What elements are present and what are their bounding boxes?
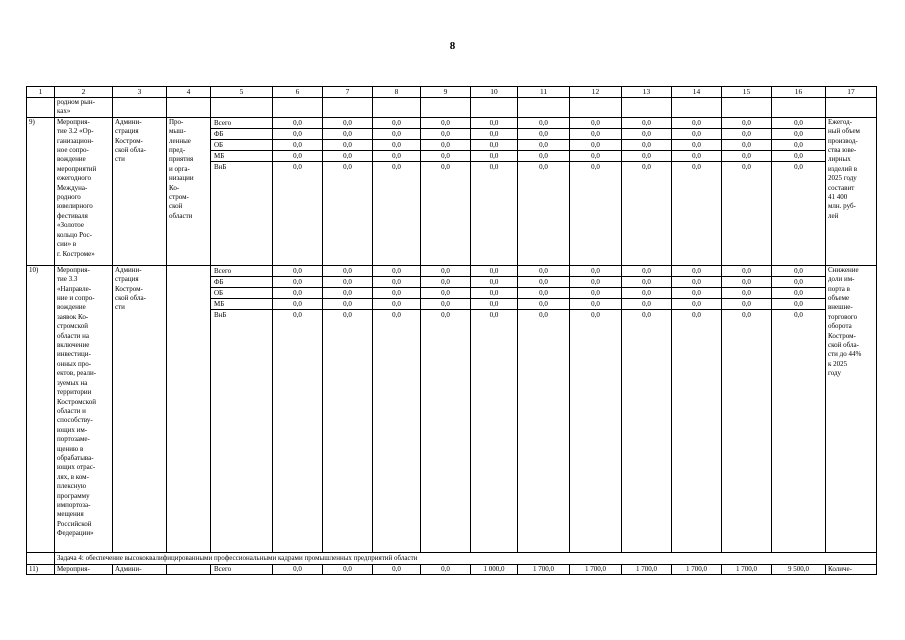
funding-values-cell bbox=[772, 265, 826, 552]
funding-value: 0,0 bbox=[794, 162, 803, 171]
continuation-empty-cell bbox=[211, 98, 273, 118]
funding-value: 0,0 bbox=[570, 118, 621, 129]
measure-number: 10) bbox=[27, 265, 55, 552]
task-title: Задача 4: обеспечение высококвалифицированными профессиональными кадрами промышленных предприятий области bbox=[55, 552, 877, 564]
funding-value: 0,0 bbox=[518, 140, 569, 151]
funding-value: 0,0 bbox=[672, 151, 721, 162]
continuation-empty-cell bbox=[323, 98, 373, 118]
measure-partner: Про- мыш- ленные пред- приятия и орга- низации Ко- стром- ской области bbox=[167, 117, 211, 265]
measure-number: 9) bbox=[27, 117, 55, 265]
funding-value: 0,0 bbox=[293, 162, 302, 171]
funding-value: 0,0 bbox=[622, 118, 671, 129]
column-number-14: 14 bbox=[672, 87, 722, 98]
funding-value: 0,0 bbox=[471, 266, 517, 277]
funding-value: 0,0 bbox=[622, 299, 671, 310]
funding-value: 0,0 bbox=[421, 118, 470, 129]
funding-value: 0,0 bbox=[373, 299, 420, 310]
funding-value: 0,0 bbox=[441, 310, 450, 319]
column-number-16: 16 bbox=[772, 87, 826, 98]
measure-name: Мероприя- тие 3.2 «Ор- ганизацион- ное сопро- вождение мероприятий ежегодного Междуна- родного ювелирного фестиваля «Золотое кольцо Рос- сии» в г. Костроме» bbox=[55, 117, 113, 265]
funding-value: 0,0 bbox=[642, 162, 651, 171]
funding-value: 0,0 bbox=[622, 151, 671, 162]
measure-name: Мероприя- тие 3.3 «Направле- ние и сопро- вождение заявок Ко- стромской области на включение инвестици- онных про- ектов, реали- зуемых на территории Костромской области и способству- ющих им- портозаме- щению в обрабатыва- ющих отрас- лях, в ком- плексную программу импортоза- мещения Российской Федерации» bbox=[55, 265, 113, 552]
funding-value: 0,0 bbox=[722, 129, 771, 140]
funding-value: 0,0 bbox=[518, 151, 569, 162]
funding-value: 0,0 bbox=[373, 151, 420, 162]
column-number-11: 11 bbox=[518, 87, 570, 98]
funding-value: 0,0 bbox=[392, 162, 401, 171]
funding-value: 0,0 bbox=[692, 310, 701, 319]
column-number-9: 9 bbox=[421, 87, 471, 98]
funding-source-label: ВнБ bbox=[214, 162, 227, 171]
funding-value: 0,0 bbox=[421, 299, 470, 310]
funding-value: 1 700,0 bbox=[518, 564, 570, 574]
funding-value: 0,0 bbox=[518, 118, 569, 129]
column-number-17: 17 bbox=[826, 87, 877, 98]
funding-value: 0,0 bbox=[471, 151, 517, 162]
funding-value: 0,0 bbox=[518, 129, 569, 140]
program-activities-table bbox=[26, 86, 877, 575]
funding-value: 0,0 bbox=[373, 118, 420, 129]
funding-value: 0,0 bbox=[471, 288, 517, 299]
program-table-sheet bbox=[26, 86, 876, 575]
funding-value: 0,0 bbox=[722, 299, 771, 310]
funding-value: 0,0 bbox=[772, 140, 825, 151]
funding-source-label: Всего bbox=[211, 118, 272, 129]
funding-source-label: МБ bbox=[211, 151, 272, 162]
funding-value: 0,0 bbox=[570, 129, 621, 140]
funding-value: 0,0 bbox=[622, 140, 671, 151]
funding-value: 0,0 bbox=[323, 288, 372, 299]
measure-name: Мероприя- bbox=[55, 564, 113, 574]
funding-value: 0,0 bbox=[471, 277, 517, 288]
funding-value: 0,0 bbox=[570, 140, 621, 151]
continuation-empty-cell bbox=[373, 98, 421, 118]
task-row bbox=[27, 552, 877, 564]
measure-row-partial bbox=[27, 564, 877, 574]
funding-values-cell bbox=[672, 265, 722, 552]
column-number-6: 6 bbox=[273, 87, 323, 98]
funding-source-label: Всего bbox=[211, 564, 273, 574]
funding-value: 0,0 bbox=[772, 118, 825, 129]
funding-source-label: Всего bbox=[211, 266, 272, 277]
funding-value: 0,0 bbox=[489, 310, 499, 319]
funding-value: 0,0 bbox=[539, 162, 548, 171]
funding-values-cell bbox=[518, 265, 570, 552]
funding-values-cell bbox=[570, 265, 622, 552]
funding-values-cell bbox=[722, 265, 772, 552]
funding-value: 0,0 bbox=[722, 118, 771, 129]
funding-value: 0,0 bbox=[722, 266, 771, 277]
funding-value: 0,0 bbox=[273, 288, 322, 299]
funding-value: 0,0 bbox=[570, 288, 621, 299]
funding-value: 0,0 bbox=[421, 277, 470, 288]
funding-value: 0,0 bbox=[622, 277, 671, 288]
funding-value: 1 700,0 bbox=[622, 564, 672, 574]
funding-values-cell bbox=[622, 265, 672, 552]
funding-value: 0,0 bbox=[323, 151, 372, 162]
funding-value: 0,0 bbox=[672, 140, 721, 151]
funding-value: 0,0 bbox=[570, 299, 621, 310]
funding-value: 0,0 bbox=[273, 277, 322, 288]
funding-value: 0,0 bbox=[273, 266, 322, 277]
funding-values-cell bbox=[273, 265, 323, 552]
funding-value: 0,0 bbox=[539, 310, 548, 319]
continuation-empty-cell bbox=[518, 98, 570, 118]
continuation-empty-cell bbox=[471, 98, 518, 118]
funding-value: 1 000,0 bbox=[471, 564, 518, 574]
funding-value: 0,0 bbox=[622, 129, 671, 140]
column-number-7: 7 bbox=[323, 87, 373, 98]
task-num-cell bbox=[27, 552, 55, 564]
funding-value: 0,0 bbox=[441, 162, 450, 171]
funding-value: 0,0 bbox=[343, 310, 352, 319]
funding-value: 0,0 bbox=[273, 299, 322, 310]
measure-executor: Админи- страция Костром- ской обла- сти bbox=[113, 265, 167, 552]
funding-value: 0,0 bbox=[471, 118, 517, 129]
column-number-12: 12 bbox=[570, 87, 622, 98]
funding-value: 0,0 bbox=[323, 129, 372, 140]
funding-values-cell bbox=[471, 117, 518, 265]
funding-value: 0,0 bbox=[273, 118, 322, 129]
funding-value: 0,0 bbox=[421, 266, 470, 277]
table-header-row bbox=[27, 87, 877, 98]
continuation-row bbox=[27, 98, 877, 118]
funding-value: 0,0 bbox=[373, 564, 421, 574]
funding-value: 0,0 bbox=[421, 288, 470, 299]
funding-value: 0,0 bbox=[722, 140, 771, 151]
funding-value: 0,0 bbox=[392, 310, 401, 319]
funding-value: 0,0 bbox=[772, 151, 825, 162]
continuation-num-cell bbox=[27, 98, 55, 118]
funding-value: 0,0 bbox=[323, 266, 372, 277]
funding-value: 0,0 bbox=[373, 140, 420, 151]
funding-value: 0,0 bbox=[273, 151, 322, 162]
funding-value: 0,0 bbox=[672, 118, 721, 129]
column-number-10: 10 bbox=[471, 87, 518, 98]
column-number-13: 13 bbox=[622, 87, 672, 98]
funding-value: 0,0 bbox=[273, 140, 322, 151]
funding-values-cell bbox=[622, 117, 672, 265]
funding-value: 0,0 bbox=[794, 310, 803, 319]
funding-value: 0,0 bbox=[672, 277, 721, 288]
funding-value: 0,0 bbox=[570, 266, 621, 277]
funding-value: 0,0 bbox=[772, 277, 825, 288]
funding-value: 0,0 bbox=[471, 129, 517, 140]
measure-executor: Админи- страция Костром- ской обла- сти bbox=[113, 117, 167, 265]
funding-value: 1 700,0 bbox=[722, 564, 772, 574]
funding-value: 0,0 bbox=[672, 266, 721, 277]
funding-values-cell bbox=[471, 265, 518, 552]
funding-value: 0,0 bbox=[672, 129, 721, 140]
funding-value: 0,0 bbox=[570, 151, 621, 162]
funding-value: 0,0 bbox=[323, 299, 372, 310]
column-number-8: 8 bbox=[373, 87, 421, 98]
funding-value: 0,0 bbox=[722, 288, 771, 299]
funding-values-cell bbox=[323, 117, 373, 265]
funding-value: 0,0 bbox=[772, 288, 825, 299]
funding-source-label: ВнБ bbox=[214, 310, 227, 319]
funding-values-cell bbox=[421, 265, 471, 552]
funding-source-label: ОБ bbox=[211, 288, 272, 299]
funding-value: 0,0 bbox=[742, 310, 751, 319]
continuation-text: родном рын- ках» bbox=[55, 98, 113, 118]
funding-value: 1 700,0 bbox=[672, 564, 722, 574]
funding-values-cell bbox=[672, 117, 722, 265]
funding-values-cell bbox=[273, 117, 323, 265]
page-number: 8 bbox=[449, 40, 456, 52]
funding-value: 0,0 bbox=[273, 564, 323, 574]
funding-values-cell bbox=[518, 117, 570, 265]
continuation-empty-cell bbox=[622, 98, 672, 118]
continuation-empty-cell bbox=[772, 98, 826, 118]
measure-row bbox=[27, 265, 877, 552]
funding-value: 0,0 bbox=[722, 151, 771, 162]
funding-value: 0,0 bbox=[373, 288, 420, 299]
funding-value: 0,0 bbox=[373, 277, 420, 288]
funding-value: 0,0 bbox=[343, 162, 352, 171]
funding-value: 0,0 bbox=[570, 277, 621, 288]
funding-value: 0,0 bbox=[622, 266, 671, 277]
funding-value: 0,0 bbox=[672, 288, 721, 299]
funding-value: 0,0 bbox=[742, 162, 751, 171]
funding-sources-cell bbox=[211, 117, 273, 265]
column-number-4: 4 bbox=[167, 87, 211, 98]
funding-value: 0,0 bbox=[591, 310, 600, 319]
continuation-empty-cell bbox=[570, 98, 622, 118]
funding-value: 0,0 bbox=[421, 564, 471, 574]
expected-result: Снижение доли им- порта в объеме внешне- торгового оборота Костром- ской обла- сти до 44% к 2025 году bbox=[826, 265, 877, 552]
measure-executor: Админи- bbox=[113, 564, 167, 574]
continuation-empty-cell bbox=[672, 98, 722, 118]
funding-value: 0,0 bbox=[471, 299, 517, 310]
funding-value: 1 700,0 bbox=[570, 564, 622, 574]
column-number-3: 3 bbox=[113, 87, 167, 98]
funding-values-cell bbox=[421, 117, 471, 265]
funding-value: 0,0 bbox=[323, 118, 372, 129]
continuation-empty-cell bbox=[826, 98, 877, 118]
funding-value: 0,0 bbox=[373, 129, 420, 140]
funding-values-cell bbox=[373, 117, 421, 265]
column-number-5: 5 bbox=[211, 87, 273, 98]
funding-value: 0,0 bbox=[471, 140, 517, 151]
funding-value: 0,0 bbox=[489, 162, 499, 171]
funding-source-label: ОБ bbox=[211, 140, 272, 151]
funding-values-cell bbox=[373, 265, 421, 552]
funding-value: 0,0 bbox=[323, 277, 372, 288]
funding-value: 0,0 bbox=[772, 129, 825, 140]
funding-sources-cell bbox=[211, 265, 273, 552]
funding-value: 0,0 bbox=[692, 162, 701, 171]
measure-partner bbox=[167, 564, 211, 574]
funding-source-label: ФБ bbox=[211, 277, 272, 288]
funding-source-label: МБ bbox=[211, 299, 272, 310]
funding-source-label: ФБ bbox=[211, 129, 272, 140]
funding-value: 0,0 bbox=[421, 140, 470, 151]
column-number-15: 15 bbox=[722, 87, 772, 98]
funding-value: 0,0 bbox=[772, 266, 825, 277]
funding-values-cell bbox=[570, 117, 622, 265]
column-number-1: 1 bbox=[27, 87, 55, 98]
continuation-empty-cell bbox=[421, 98, 471, 118]
funding-values-cell bbox=[323, 265, 373, 552]
funding-values-cell bbox=[772, 117, 826, 265]
funding-value: 0,0 bbox=[323, 564, 373, 574]
funding-values-cell bbox=[722, 117, 772, 265]
funding-value: 0,0 bbox=[293, 310, 302, 319]
measure-partner bbox=[167, 265, 211, 552]
continuation-empty-cell bbox=[113, 98, 167, 118]
continuation-empty-cell bbox=[722, 98, 772, 118]
measure-number: 11) bbox=[27, 564, 55, 574]
funding-value: 0,0 bbox=[622, 288, 671, 299]
funding-value: 0,0 bbox=[518, 288, 569, 299]
measure-row bbox=[27, 117, 877, 265]
continuation-empty-cell bbox=[167, 98, 211, 118]
funding-value: 0,0 bbox=[323, 140, 372, 151]
funding-value: 0,0 bbox=[518, 277, 569, 288]
funding-value: 0,0 bbox=[421, 129, 470, 140]
expected-result: Ежегод- ный объем производ- ства юве- лирных изделий в 2025 году составит 41 400 млн. руб- лей bbox=[826, 117, 877, 265]
funding-value: 0,0 bbox=[421, 151, 470, 162]
funding-value: 0,0 bbox=[642, 310, 651, 319]
funding-value: 9 500,0 bbox=[772, 564, 826, 574]
continuation-empty-cell bbox=[273, 98, 323, 118]
funding-value: 0,0 bbox=[772, 299, 825, 310]
funding-value: 0,0 bbox=[518, 266, 569, 277]
funding-value: 0,0 bbox=[591, 162, 600, 171]
funding-value: 0,0 bbox=[672, 299, 721, 310]
funding-value: 0,0 bbox=[373, 266, 420, 277]
funding-value: 0,0 bbox=[722, 277, 771, 288]
funding-value: 0,0 bbox=[518, 299, 569, 310]
funding-value: 0,0 bbox=[273, 129, 322, 140]
column-number-2: 2 bbox=[55, 87, 113, 98]
expected-result: Количе- bbox=[826, 564, 877, 574]
